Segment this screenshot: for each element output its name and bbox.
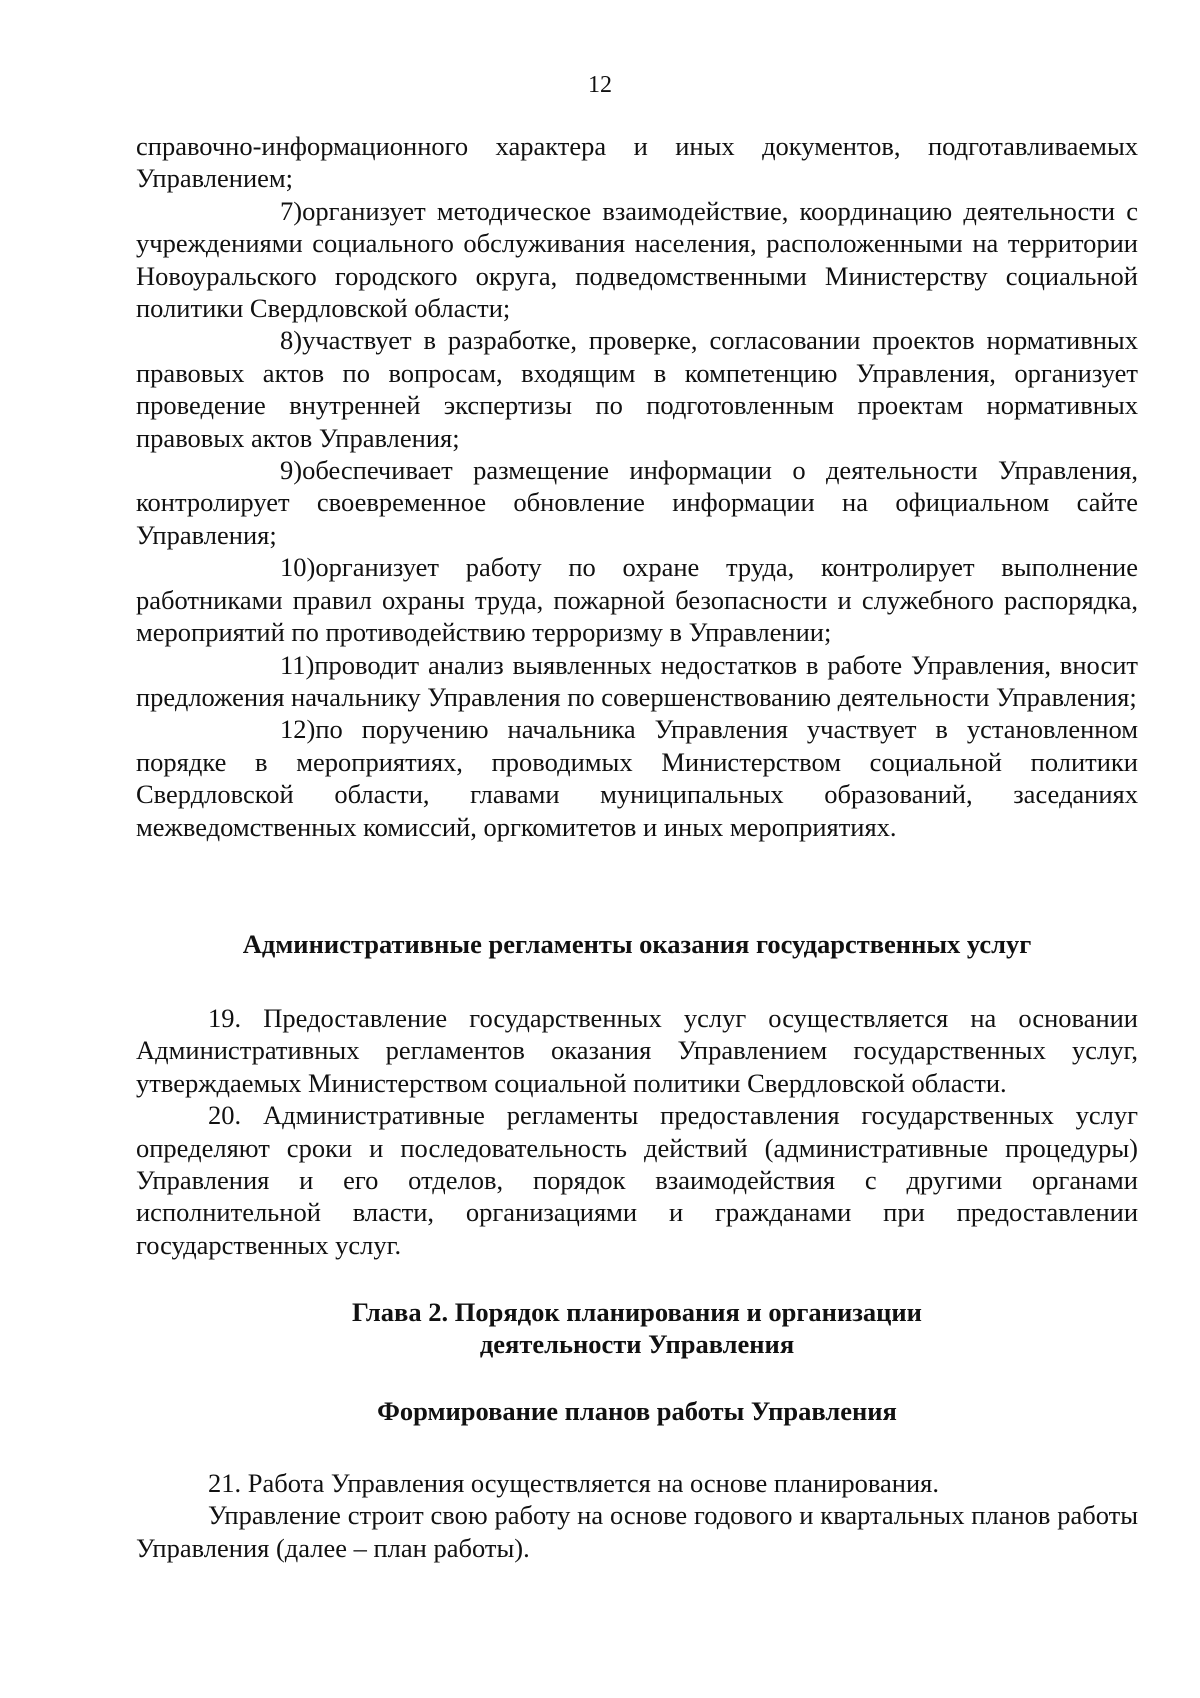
chapter-heading [136, 1296, 1138, 1360]
paragraph: 21. Работа Управления осуществляется на основе планирования. [208, 1468, 939, 1498]
item-number: 10) [280, 552, 316, 583]
duties-list [136, 130, 1138, 843]
list-item [136, 195, 1138, 325]
list-item [136, 649, 1138, 714]
paragraph [136, 130, 1138, 195]
paragraph: 19. Предоставление государственных услуг осуществляется на основании Административных регламентов оказания Управлением государственных услуг, утверждаемых Министерством социальной политики Свердловской области. [136, 1003, 1138, 1098]
page-number: 12 [588, 72, 612, 98]
item-number: 7) [280, 195, 303, 226]
item-text: проводит анализ выявленных недостатков в работе Управления, вносит предложения начальнику Управления по совершенствованию деятельности Управления; [136, 649, 1138, 712]
regulations-section [136, 1002, 1138, 1261]
item-number: 8) [280, 325, 303, 356]
list-item [136, 551, 1138, 648]
item-number: 9) [280, 455, 303, 486]
item-text: организует работу по охране труда, контролирует выполнение работниками правил охраны труда, пожарной безопасности и служебного распорядка, мероприятий по противодействию терроризму в Управлении; [136, 552, 1138, 648]
item-number: 12) [280, 714, 316, 745]
list-item [136, 454, 1138, 551]
list-item [136, 713, 1138, 843]
paragraph-text: справочно-информационного характера и иных документов, подготавливаемых Управлением; [136, 131, 1138, 194]
item-text: организует методическое взаимодействие, координацию деятельности с учреждениями социального обслуживания населения, расположенными на территории Новоуральского городского округа, подведомственными Министерству социальной политики Свердловской области; [136, 195, 1138, 324]
section-heading-plans: Формирование планов работы Управления [377, 1396, 897, 1426]
plans-section [136, 1467, 1138, 1564]
chapter-heading-line-2: деятельности Управления [479, 1329, 795, 1359]
paragraph: 20. Административные регламенты предоставления государственных услуг определяют сроки и последовательность действий (административные процедуры) Управления и его отделов, порядок взаимодействия с другими органами исполнительной власти, организациями и гражданами при предоставлении государственных услуг. [136, 1100, 1138, 1260]
item-text: по поручению начальника Управления участвует в установленном порядке в мероприятиях, проводимых Министерством социальной политики Свердловской области, главами муниципальных образований, заседаниях межведомственных комиссий, оргкомитетов и иных мероприятиях. [136, 714, 1138, 842]
item-text: участвует в разработке, проверке, согласовании проектов нормативных правовых актов по вопросам, входящим в компетенцию Управления, организует проведение внутренней экспертизы по подготовленным проектам нормативных правовых актов Управления; [136, 325, 1138, 453]
list-item [136, 324, 1138, 454]
item-text: обеспечивает размещение информации о деятельности Управления, контролирует своевременное обновление информации на официальном сайте Управления; [136, 455, 1138, 550]
paragraph: Управление строит свою работу на основе годового и квартальных планов работы Управления (далее – план работы). [136, 1500, 1138, 1563]
chapter-heading-line-1: Глава 2. Порядок планирования и организации [352, 1297, 922, 1327]
item-number: 11) [280, 649, 315, 680]
section-heading-regulations: Административные регламенты оказания государственных услуг [242, 929, 1032, 959]
